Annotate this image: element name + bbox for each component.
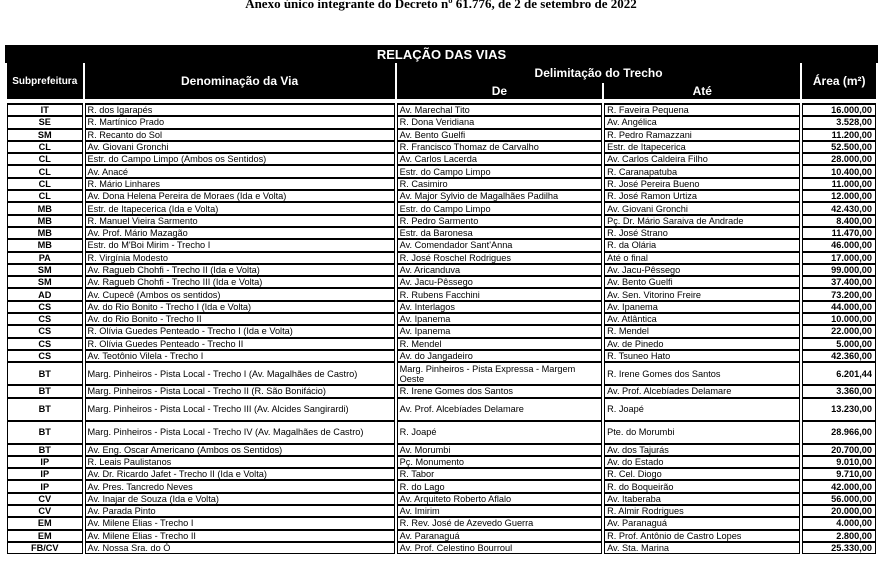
from-cell: Pç. Monumento — [397, 456, 602, 468]
via-name-cell: Av. Dr. Ricardo Jafet - Trecho II (Ida e Volta) — [85, 468, 395, 480]
from-cell: R. Rubens Facchini — [397, 288, 602, 300]
from-cell: Av. Jacu-Pêssego — [397, 276, 602, 288]
area-cell: 8.400,00 — [802, 215, 876, 227]
area-cell: 22.000,00 — [802, 325, 876, 337]
via-name-cell: Estr. do Campo Limpo (Ambos os Sentidos) — [85, 153, 395, 165]
header-denominacao: Denominação da Via — [85, 63, 395, 99]
area-cell: 28.000,00 — [802, 153, 876, 165]
to-cell: R. Pedro Ramazzani — [604, 129, 800, 141]
to-cell: R. Joapé — [604, 398, 800, 421]
table-row — [7, 444, 876, 456]
area-cell: 5.000,00 — [802, 338, 876, 350]
subprefeitura-cell: CS — [7, 350, 83, 362]
table-row — [7, 468, 876, 480]
area-cell: 42.430,00 — [802, 202, 876, 214]
table-row — [7, 153, 876, 165]
via-name-cell: R. Olívia Guedes Penteado - Trecho II — [85, 338, 395, 350]
from-cell: R. do Lago — [397, 480, 602, 492]
via-name-cell: R. Mário Linhares — [85, 178, 395, 190]
to-cell: Av. Jacu-Pêssego — [604, 264, 800, 276]
via-name-cell: Av. Giovani Gronchi — [85, 141, 395, 153]
from-cell: Estr. da Baronesa — [397, 227, 602, 239]
roads-table-container — [5, 45, 878, 554]
to-cell: R. do Boqueirão — [604, 480, 800, 492]
from-cell: R. Joapé — [397, 421, 602, 444]
to-cell: R. Irene Gomes dos Santos — [604, 362, 800, 385]
area-cell: 11.000,00 — [802, 178, 876, 190]
subprefeitura-cell: CV — [7, 493, 83, 505]
to-cell: Av. Carlos Caldeira Filho — [604, 153, 800, 165]
table-row — [7, 276, 876, 288]
table-row — [7, 252, 876, 264]
subprefeitura-cell: CL — [7, 190, 83, 202]
area-cell: 9.710,00 — [802, 468, 876, 480]
from-cell: R. Tabor — [397, 468, 602, 480]
area-cell: 3.528,00 — [802, 116, 876, 128]
table-row — [7, 542, 876, 554]
table-row — [7, 190, 876, 202]
from-cell: Av. Morumbi — [397, 444, 602, 456]
to-cell: R. José Strano — [604, 227, 800, 239]
via-name-cell: Av. Milene Elias - Trecho II — [85, 530, 395, 542]
to-cell: Av. Itaberaba — [604, 493, 800, 505]
from-cell: Av. Prof. Celestino Bourroul — [397, 542, 602, 554]
header-area: Área (m²) — [802, 63, 876, 99]
from-cell: R. Irene Gomes dos Santos — [397, 385, 602, 397]
subprefeitura-cell: IP — [7, 468, 83, 480]
subprefeitura-cell: BT — [7, 362, 83, 385]
subprefeitura-cell: IP — [7, 480, 83, 492]
subprefeitura-cell: SM — [7, 264, 83, 276]
area-cell: 52.500,00 — [802, 141, 876, 153]
table-row — [7, 505, 876, 517]
to-cell: R. José Ramon Urtiza — [604, 190, 800, 202]
to-cell: R. Faveira Pequena — [604, 103, 800, 116]
area-cell: 44.000,00 — [802, 301, 876, 313]
table-row — [7, 116, 876, 128]
to-cell: Estr. de Itapecerica — [604, 141, 800, 153]
to-cell: R. Cel. Diogo — [604, 468, 800, 480]
area-cell: 37.400,00 — [802, 276, 876, 288]
from-cell: Av. Ipanema — [397, 313, 602, 325]
via-name-cell: R. Leais Paulistanos — [85, 456, 395, 468]
table-row — [7, 215, 876, 227]
via-name-cell: Av. Pres. Tancredo Neves — [85, 480, 395, 492]
to-cell: Av. do Estado — [604, 456, 800, 468]
from-cell: Av. Aricanduva — [397, 264, 602, 276]
via-name-cell: Av. Dona Helena Pereira de Moraes (Ida e Volta) — [85, 190, 395, 202]
subprefeitura-cell: MB — [7, 215, 83, 227]
via-name-cell: R. Virgínia Modesto — [85, 252, 395, 264]
table-row — [7, 398, 876, 421]
via-name-cell: Av. do Rio Bonito - Trecho II — [85, 313, 395, 325]
to-cell: R. da Olária — [604, 239, 800, 251]
subprefeitura-cell: CL — [7, 165, 83, 177]
table-row — [7, 103, 876, 116]
area-cell: 9.010,00 — [802, 456, 876, 468]
to-cell: R. Mendel — [604, 325, 800, 337]
to-cell: Av. Angélica — [604, 116, 800, 128]
table-row — [7, 362, 876, 385]
via-name-cell: Estr. de Itapecerica (Ida e Volta) — [85, 202, 395, 214]
table-row — [7, 517, 876, 529]
via-name-cell: Av. Ragueb Chohfi - Trecho III (Ida e Volta) — [85, 276, 395, 288]
area-cell: 6.201,44 — [802, 362, 876, 385]
via-name-cell: Av. Prof. Mário Mazagão — [85, 227, 395, 239]
subprefeitura-cell: SM — [7, 276, 83, 288]
area-cell: 10.400,00 — [802, 165, 876, 177]
from-cell: R. Casimiro — [397, 178, 602, 190]
table-row — [7, 264, 876, 276]
via-name-cell: R. Manuel Vieira Sarmento — [85, 215, 395, 227]
table-body — [7, 103, 876, 554]
table-row — [7, 301, 876, 313]
subprefeitura-cell: BT — [7, 421, 83, 444]
area-cell: 20.700,00 — [802, 444, 876, 456]
table-row — [7, 493, 876, 505]
subprefeitura-cell: MB — [7, 202, 83, 214]
header-delimitacao: Delimitação do Trecho — [397, 63, 801, 83]
from-cell: R. José Roschel Rodrigues — [397, 252, 602, 264]
table-row — [7, 338, 876, 350]
header-ate: Até — [604, 83, 800, 99]
subprefeitura-cell: BT — [7, 444, 83, 456]
via-name-cell: Av. do Rio Bonito - Trecho I (Ida e Volta) — [85, 301, 395, 313]
from-cell: Av. Interlagos — [397, 301, 602, 313]
via-name-cell: Av. Milene Elias - Trecho I — [85, 517, 395, 529]
to-cell: Av. Atlântica — [604, 313, 800, 325]
to-cell: Av. de Pinedo — [604, 338, 800, 350]
subprefeitura-cell: AD — [7, 288, 83, 300]
to-cell: Até o final — [604, 252, 800, 264]
subprefeitura-cell: SE — [7, 116, 83, 128]
via-name-cell: Marg. Pinheiros - Pista Local - Trecho II (R. São Bonifácio) — [85, 385, 395, 397]
to-cell: Av. Sta. Marina — [604, 542, 800, 554]
subprefeitura-cell: EM — [7, 517, 83, 529]
to-cell: Av. Ipanema — [604, 301, 800, 313]
header-subprefeitura: Subprefeitura — [7, 63, 83, 99]
via-name-cell: Av. Anacé — [85, 165, 395, 177]
area-cell: 13.230,00 — [802, 398, 876, 421]
subprefeitura-cell: MB — [7, 239, 83, 251]
via-name-cell: Marg. Pinheiros - Pista Local - Trecho IV (Av. Magalhães de Castro) — [85, 421, 395, 444]
area-cell: 10.000,00 — [802, 313, 876, 325]
via-name-cell: Av. Eng. Oscar Americano (Ambos os Sentidos) — [85, 444, 395, 456]
subprefeitura-cell: BT — [7, 385, 83, 397]
from-cell: Av. do Jangadeiro — [397, 350, 602, 362]
subprefeitura-cell: FB/CV — [7, 542, 83, 554]
via-name-cell: R. Martínico Prado — [85, 116, 395, 128]
from-cell: Av. Major Sylvio de Magalhães Padilha — [397, 190, 602, 202]
subprefeitura-cell: CS — [7, 301, 83, 313]
from-cell: Av. Imirim — [397, 505, 602, 517]
subprefeitura-cell: SM — [7, 129, 83, 141]
from-cell: R. Mendel — [397, 338, 602, 350]
via-name-cell: Av. Parada Pinto — [85, 505, 395, 517]
subprefeitura-cell: CS — [7, 325, 83, 337]
area-cell: 16.000,00 — [802, 103, 876, 116]
from-cell: Marg. Pinheiros - Pista Expressa - Margem Oeste — [397, 362, 602, 385]
to-cell: Av. Giovani Gronchi — [604, 202, 800, 214]
to-cell: R. Prof. Antônio de Castro Lopes — [604, 530, 800, 542]
area-cell: 2.800,00 — [802, 530, 876, 542]
subprefeitura-cell: CV — [7, 505, 83, 517]
to-cell: R. José Pereira Bueno — [604, 178, 800, 190]
area-cell: 12.000,00 — [802, 190, 876, 202]
subprefeitura-cell: EM — [7, 530, 83, 542]
via-name-cell: Marg. Pinheiros - Pista Local - Trecho III (Av. Alcides Sangirardi) — [85, 398, 395, 421]
roads-table — [5, 63, 878, 554]
from-cell: R. Rev. José de Azevedo Guerra — [397, 517, 602, 529]
area-cell: 25.330,00 — [802, 542, 876, 554]
area-cell: 3.360,00 — [802, 385, 876, 397]
area-cell: 17.000,00 — [802, 252, 876, 264]
from-cell: Av. Carlos Lacerda — [397, 153, 602, 165]
area-cell: 4.000,00 — [802, 517, 876, 529]
area-cell: 11.470,00 — [802, 227, 876, 239]
header-de: De — [397, 83, 602, 99]
area-cell: 20.000,00 — [802, 505, 876, 517]
area-cell: 11.200,00 — [802, 129, 876, 141]
from-cell: Av. Marechal Tito — [397, 103, 602, 116]
subprefeitura-cell: PA — [7, 252, 83, 264]
via-name-cell: R. Recanto do Sol — [85, 129, 395, 141]
from-cell: Av. Arquiteto Roberto Aflalo — [397, 493, 602, 505]
to-cell: Av. dos Tajurás — [604, 444, 800, 456]
to-cell: R. Tsuneo Hato — [604, 350, 800, 362]
area-cell: 46.000,00 — [802, 239, 876, 251]
via-name-cell: Marg. Pinheiros - Pista Local - Trecho I (Av. Magalhães de Castro) — [85, 362, 395, 385]
from-cell: Av. Paranaguá — [397, 530, 602, 542]
area-cell: 42.000,00 — [802, 480, 876, 492]
from-cell: Estr. do Campo Limpo — [397, 202, 602, 214]
to-cell: Av. Paranaguá — [604, 517, 800, 529]
table-row — [7, 480, 876, 492]
from-cell: R. Dona Veridiana — [397, 116, 602, 128]
via-name-cell: R. dos Igarapés — [85, 103, 395, 116]
from-cell: Estr. do Campo Limpo — [397, 165, 602, 177]
table-row — [7, 421, 876, 444]
via-name-cell: Av. Nossa Sra. do Ó — [85, 542, 395, 554]
table-row — [7, 288, 876, 300]
from-cell: Av. Ipanema — [397, 325, 602, 337]
subprefeitura-cell: IP — [7, 456, 83, 468]
from-cell: R. Francisco Thomaz de Carvalho — [397, 141, 602, 153]
table-row — [7, 530, 876, 542]
via-name-cell: Av. Ragueb Chohfi - Trecho II (Ida e Volta) — [85, 264, 395, 276]
from-cell: Av. Bento Guelfi — [397, 129, 602, 141]
via-name-cell: Av. Cupecê (Ambos os sentidos) — [85, 288, 395, 300]
table-title: RELAÇÃO DAS VIAS — [5, 45, 878, 63]
to-cell: Av. Sen. Vitorino Freire — [604, 288, 800, 300]
via-name-cell: Av. Inajar de Souza (Ida e Volta) — [85, 493, 395, 505]
subprefeitura-cell: CL — [7, 141, 83, 153]
table-row — [7, 313, 876, 325]
subprefeitura-cell: CL — [7, 178, 83, 190]
table-row — [7, 227, 876, 239]
to-cell: Av. Prof. Alcebíades Delamare — [604, 385, 800, 397]
from-cell: Av. Prof. Alcebíades Delamare — [397, 398, 602, 421]
to-cell: Pte. do Morumbi — [604, 421, 800, 444]
area-cell: 42.360,00 — [802, 350, 876, 362]
from-cell: Av. Comendador Sant'Anna — [397, 239, 602, 251]
subprefeitura-cell: CS — [7, 313, 83, 325]
subprefeitura-cell: CL — [7, 153, 83, 165]
to-cell: R. Almir Rodrigues — [604, 505, 800, 517]
table-row — [7, 239, 876, 251]
table-row — [7, 178, 876, 190]
document-header: Anexo único integrante do Decreto nº 61.776, de 2 de setembro de 2022 — [245, 0, 637, 11]
via-name-cell: Av. Teotônio Vilela - Trecho I — [85, 350, 395, 362]
via-name-cell: R. Olívia Guedes Penteado - Trecho I (Ida e Volta) — [85, 325, 395, 337]
table-row — [7, 129, 876, 141]
from-cell: R. Pedro Sarmento — [397, 215, 602, 227]
area-cell: 99.000,00 — [802, 264, 876, 276]
table-row — [7, 350, 876, 362]
area-cell: 56.000,00 — [802, 493, 876, 505]
to-cell: R. Caranapatuba — [604, 165, 800, 177]
subprefeitura-cell: BT — [7, 398, 83, 421]
area-cell: 73.200,00 — [802, 288, 876, 300]
table-row — [7, 456, 876, 468]
subprefeitura-cell: CS — [7, 338, 83, 350]
via-name-cell: Estr. do M'Boi Mirim - Trecho I — [85, 239, 395, 251]
table-row — [7, 202, 876, 214]
table-row — [7, 325, 876, 337]
table-row — [7, 385, 876, 397]
subprefeitura-cell: IT — [7, 103, 83, 116]
table-row — [7, 165, 876, 177]
to-cell: Pç. Dr. Mário Saraiva de Andrade — [604, 215, 800, 227]
table-row — [7, 141, 876, 153]
area-cell: 28.966,00 — [802, 421, 876, 444]
subprefeitura-cell: MB — [7, 227, 83, 239]
to-cell: Av. Bento Guelfi — [604, 276, 800, 288]
